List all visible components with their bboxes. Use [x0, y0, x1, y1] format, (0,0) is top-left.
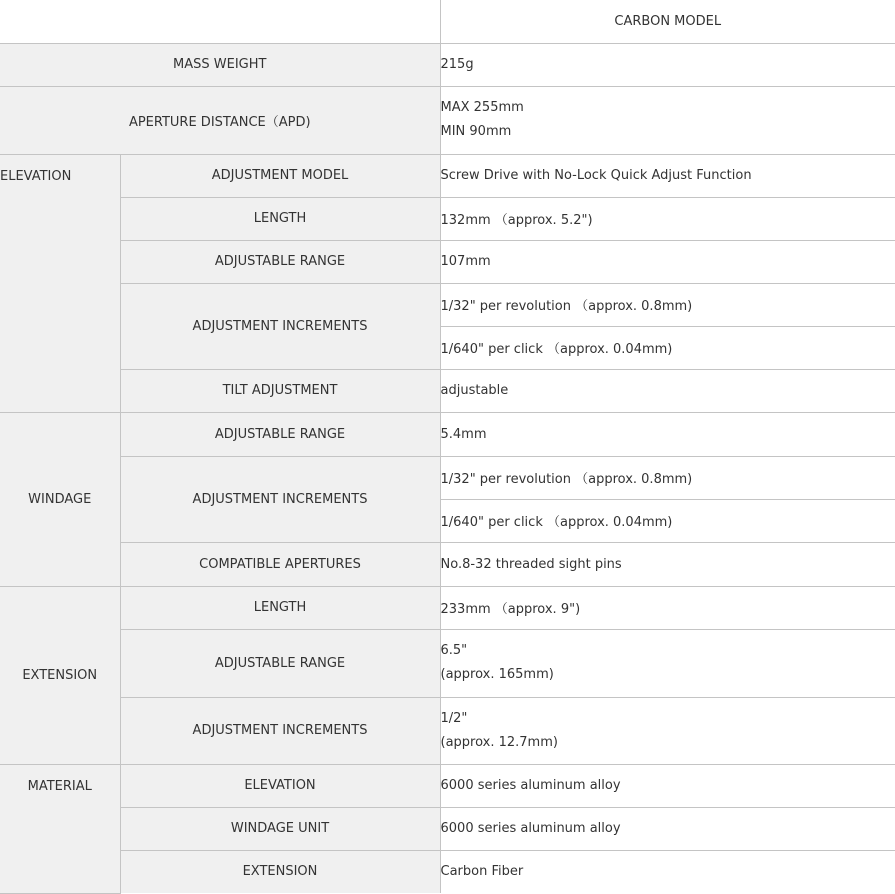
- windage-increment-per-click: 1/640" per click （approx. 0.04mm): [440, 499, 895, 542]
- table-row: [0, 697, 895, 764]
- windage-adjustment-increments-label: ADJUSTMENT INCREMENTS: [120, 456, 440, 542]
- table-row: [0, 369, 895, 412]
- table-row: [0, 850, 895, 893]
- extension-adjustment-increments-value: [440, 697, 895, 764]
- windage-increment-per-revolution: 1/32" per revolution （approx. 0.8mm): [440, 456, 895, 499]
- apd-min: MIN 90mm: [440, 124, 512, 139]
- mass-weight-label: MASS WEIGHT: [0, 43, 440, 86]
- extension-group-label: EXTENSION: [0, 586, 120, 764]
- material-group-label: MATERIAL: [0, 764, 120, 893]
- windage-adjustable-range-label: ADJUSTABLE RANGE: [120, 412, 440, 456]
- column-title: CARBON MODEL: [440, 0, 895, 43]
- windage-group-label: WINDAGE: [0, 412, 120, 586]
- extension-range-line1: 6.5": [440, 643, 468, 658]
- header-blank-cell: [0, 0, 440, 43]
- extension-increments-line2: (approx. 12.7mm): [440, 734, 558, 750]
- table-row: [0, 586, 895, 629]
- header-row: [0, 0, 895, 43]
- windage-compatible-apertures-value: No.8-32 threaded sight pins: [440, 542, 895, 586]
- elevation-increment-per-click: 1/640" per click （approx. 0.04mm): [440, 326, 895, 369]
- table-row: [0, 86, 895, 154]
- elevation-increment-per-revolution: 1/32" per revolution （approx. 0.8mm): [440, 283, 895, 326]
- extension-length-value: 233mm （approx. 9"): [440, 586, 895, 629]
- extension-adjustment-increments-label: ADJUSTMENT INCREMENTS: [120, 697, 440, 764]
- apd-value: [440, 86, 895, 154]
- windage-adjustable-range-value: 5.4mm: [440, 412, 895, 456]
- extension-adjustable-range-value: [440, 629, 895, 697]
- table-row: [0, 807, 895, 850]
- extension-range-line2: (approx. 165mm): [440, 667, 554, 682]
- material-elevation-label: ELEVATION: [120, 764, 440, 807]
- table-row: [0, 764, 895, 807]
- elevation-adjustment-model-value: Screw Drive with No-Lock Quick Adjust Function: [440, 154, 895, 197]
- material-elevation-value: 6000 series aluminum alloy: [440, 764, 895, 807]
- elevation-group-label: ELEVATION: [0, 154, 120, 412]
- table-row: [0, 197, 895, 240]
- table-row: [0, 412, 895, 456]
- table-row: [0, 154, 895, 197]
- material-extension-value: Carbon Fiber: [440, 850, 895, 893]
- table-row: [0, 542, 895, 586]
- elevation-length-value: 132mm （approx. 5.2"): [440, 197, 895, 240]
- elevation-length-label: LENGTH: [120, 197, 440, 240]
- elevation-adjustable-range-value: 107mm: [440, 240, 895, 283]
- table-row: [0, 629, 895, 697]
- table-row: [0, 43, 895, 86]
- table-row: [0, 240, 895, 283]
- material-extension-label: EXTENSION: [120, 850, 440, 893]
- elevation-adjustment-model-label: ADJUSTMENT MODEL: [120, 154, 440, 197]
- extension-adjustable-range-label: ADJUSTABLE RANGE: [120, 629, 440, 697]
- elevation-tilt-adjustment-label: TILT ADJUSTMENT: [120, 369, 440, 412]
- mass-weight-value: 215g: [440, 43, 895, 86]
- extension-length-label: LENGTH: [120, 586, 440, 629]
- elevation-tilt-adjustment-value: adjustable: [440, 369, 895, 412]
- elevation-adjustment-increments-label: ADJUSTMENT INCREMENTS: [120, 283, 440, 369]
- apd-label: APERTURE DISTANCE（APD): [0, 86, 440, 154]
- material-windage-unit-value: 6000 series aluminum alloy: [440, 807, 895, 850]
- table-row: [0, 456, 895, 499]
- material-windage-unit-label: WINDAGE UNIT: [120, 807, 440, 850]
- extension-increments-line1: 1/2": [440, 710, 468, 726]
- apd-max: MAX 255mm: [440, 100, 524, 115]
- windage-compatible-apertures-label: COMPATIBLE APERTURES: [120, 542, 440, 586]
- table-row: [0, 283, 895, 326]
- elevation-adjustable-range-label: ADJUSTABLE RANGE: [120, 240, 440, 283]
